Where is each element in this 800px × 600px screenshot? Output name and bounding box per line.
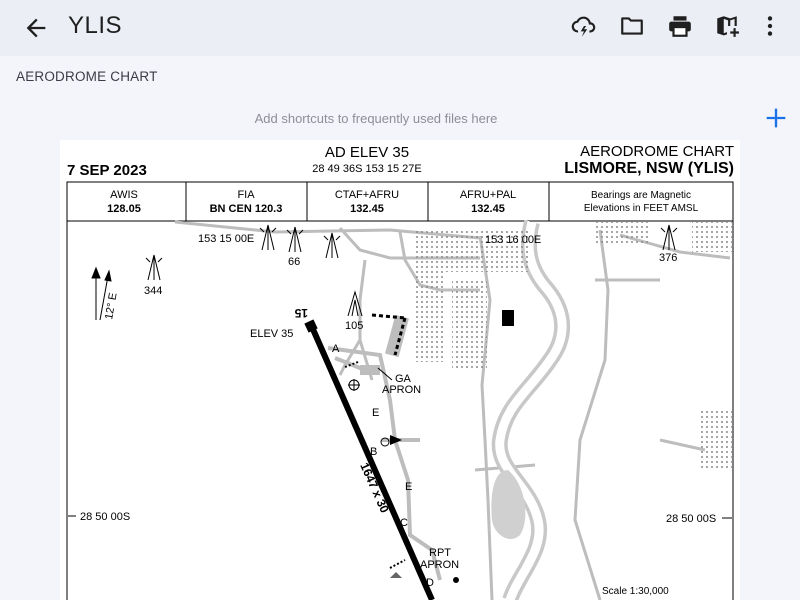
shortcut-hint: Add shortcuts to frequently used files here	[254, 111, 498, 126]
bearings-note: Bearings are Magnetic	[590, 190, 692, 201]
building	[502, 310, 514, 326]
freq-name: AWIS	[110, 189, 138, 201]
longitude-label: 153 16 00E	[485, 234, 542, 246]
taxiway-label: A	[332, 343, 340, 355]
printer-icon[interactable]	[667, 13, 693, 39]
obstacle-height: 344	[144, 285, 163, 297]
elevations-note: Elevations in FEET AMSL	[583, 203, 699, 214]
built-up-areas	[415, 222, 732, 470]
section-title: AERODROME CHART	[16, 69, 158, 84]
obstacle-height: 66	[288, 256, 301, 268]
ga-apron-label: APRON	[382, 384, 422, 396]
elev-label: ELEV 35	[250, 328, 294, 340]
chart-date: 7 SEP 2023	[67, 162, 147, 179]
taxiway-label: B	[370, 446, 378, 458]
chart-scale: Scale 1:30,000	[602, 586, 669, 597]
obstacle-height: 376	[659, 252, 678, 264]
longitude-label: 153 15 00E	[198, 233, 255, 245]
taxiway-label: C	[400, 517, 408, 529]
latitude-label: 28 50 00S	[666, 513, 717, 525]
folder-icon[interactable]	[619, 13, 645, 39]
taxiway-label: E	[405, 481, 413, 493]
chart-coords: 28 49 36S 153 15 27E	[312, 163, 422, 175]
freq-value: 128.05	[107, 203, 141, 215]
rpt-apron-label: RPT	[429, 547, 451, 559]
runway	[304, 319, 432, 600]
chart-elev-title: AD ELEV 35	[324, 144, 410, 161]
freq-name: CTAF+AFRU	[334, 189, 400, 201]
runway-dimensions: 1647 x 30	[357, 460, 392, 515]
latitude-label: 28 50 00S	[80, 511, 131, 523]
taxiway-label: D	[426, 577, 434, 589]
taxiway-label: E	[372, 407, 380, 419]
frequency-table	[67, 182, 733, 221]
magnetic-variation: 12° E	[103, 291, 120, 321]
chart-location: LISMORE, NSW (YLIS)	[564, 160, 734, 177]
freq-name: FIA	[237, 189, 255, 201]
cloud-lightning-icon[interactable]	[571, 13, 597, 39]
ga-apron-label: GA	[395, 373, 411, 385]
taxiways	[328, 348, 440, 580]
freq-value: BN CEN 120.3	[209, 203, 283, 215]
aerodrome-chart[interactable]	[60, 140, 740, 600]
page-title: YLIS	[68, 12, 123, 39]
freq-value: 132.45	[350, 203, 384, 215]
add-shortcut-icon[interactable]	[762, 104, 790, 132]
arrow-left-icon[interactable]	[22, 14, 50, 42]
more-vert-icon[interactable]	[757, 13, 783, 39]
chart-type: AERODROME CHART	[580, 143, 734, 160]
freq-name: AFRU+PAL	[459, 189, 517, 201]
obstacle-height: 105	[345, 320, 364, 332]
rpt-apron-label: APRON	[420, 559, 460, 571]
runway-end-label: 15	[294, 306, 308, 320]
freq-value: 132.45	[471, 203, 505, 215]
map-add-icon[interactable]	[714, 13, 740, 39]
river	[491, 222, 562, 600]
app-bar	[0, 0, 800, 56]
